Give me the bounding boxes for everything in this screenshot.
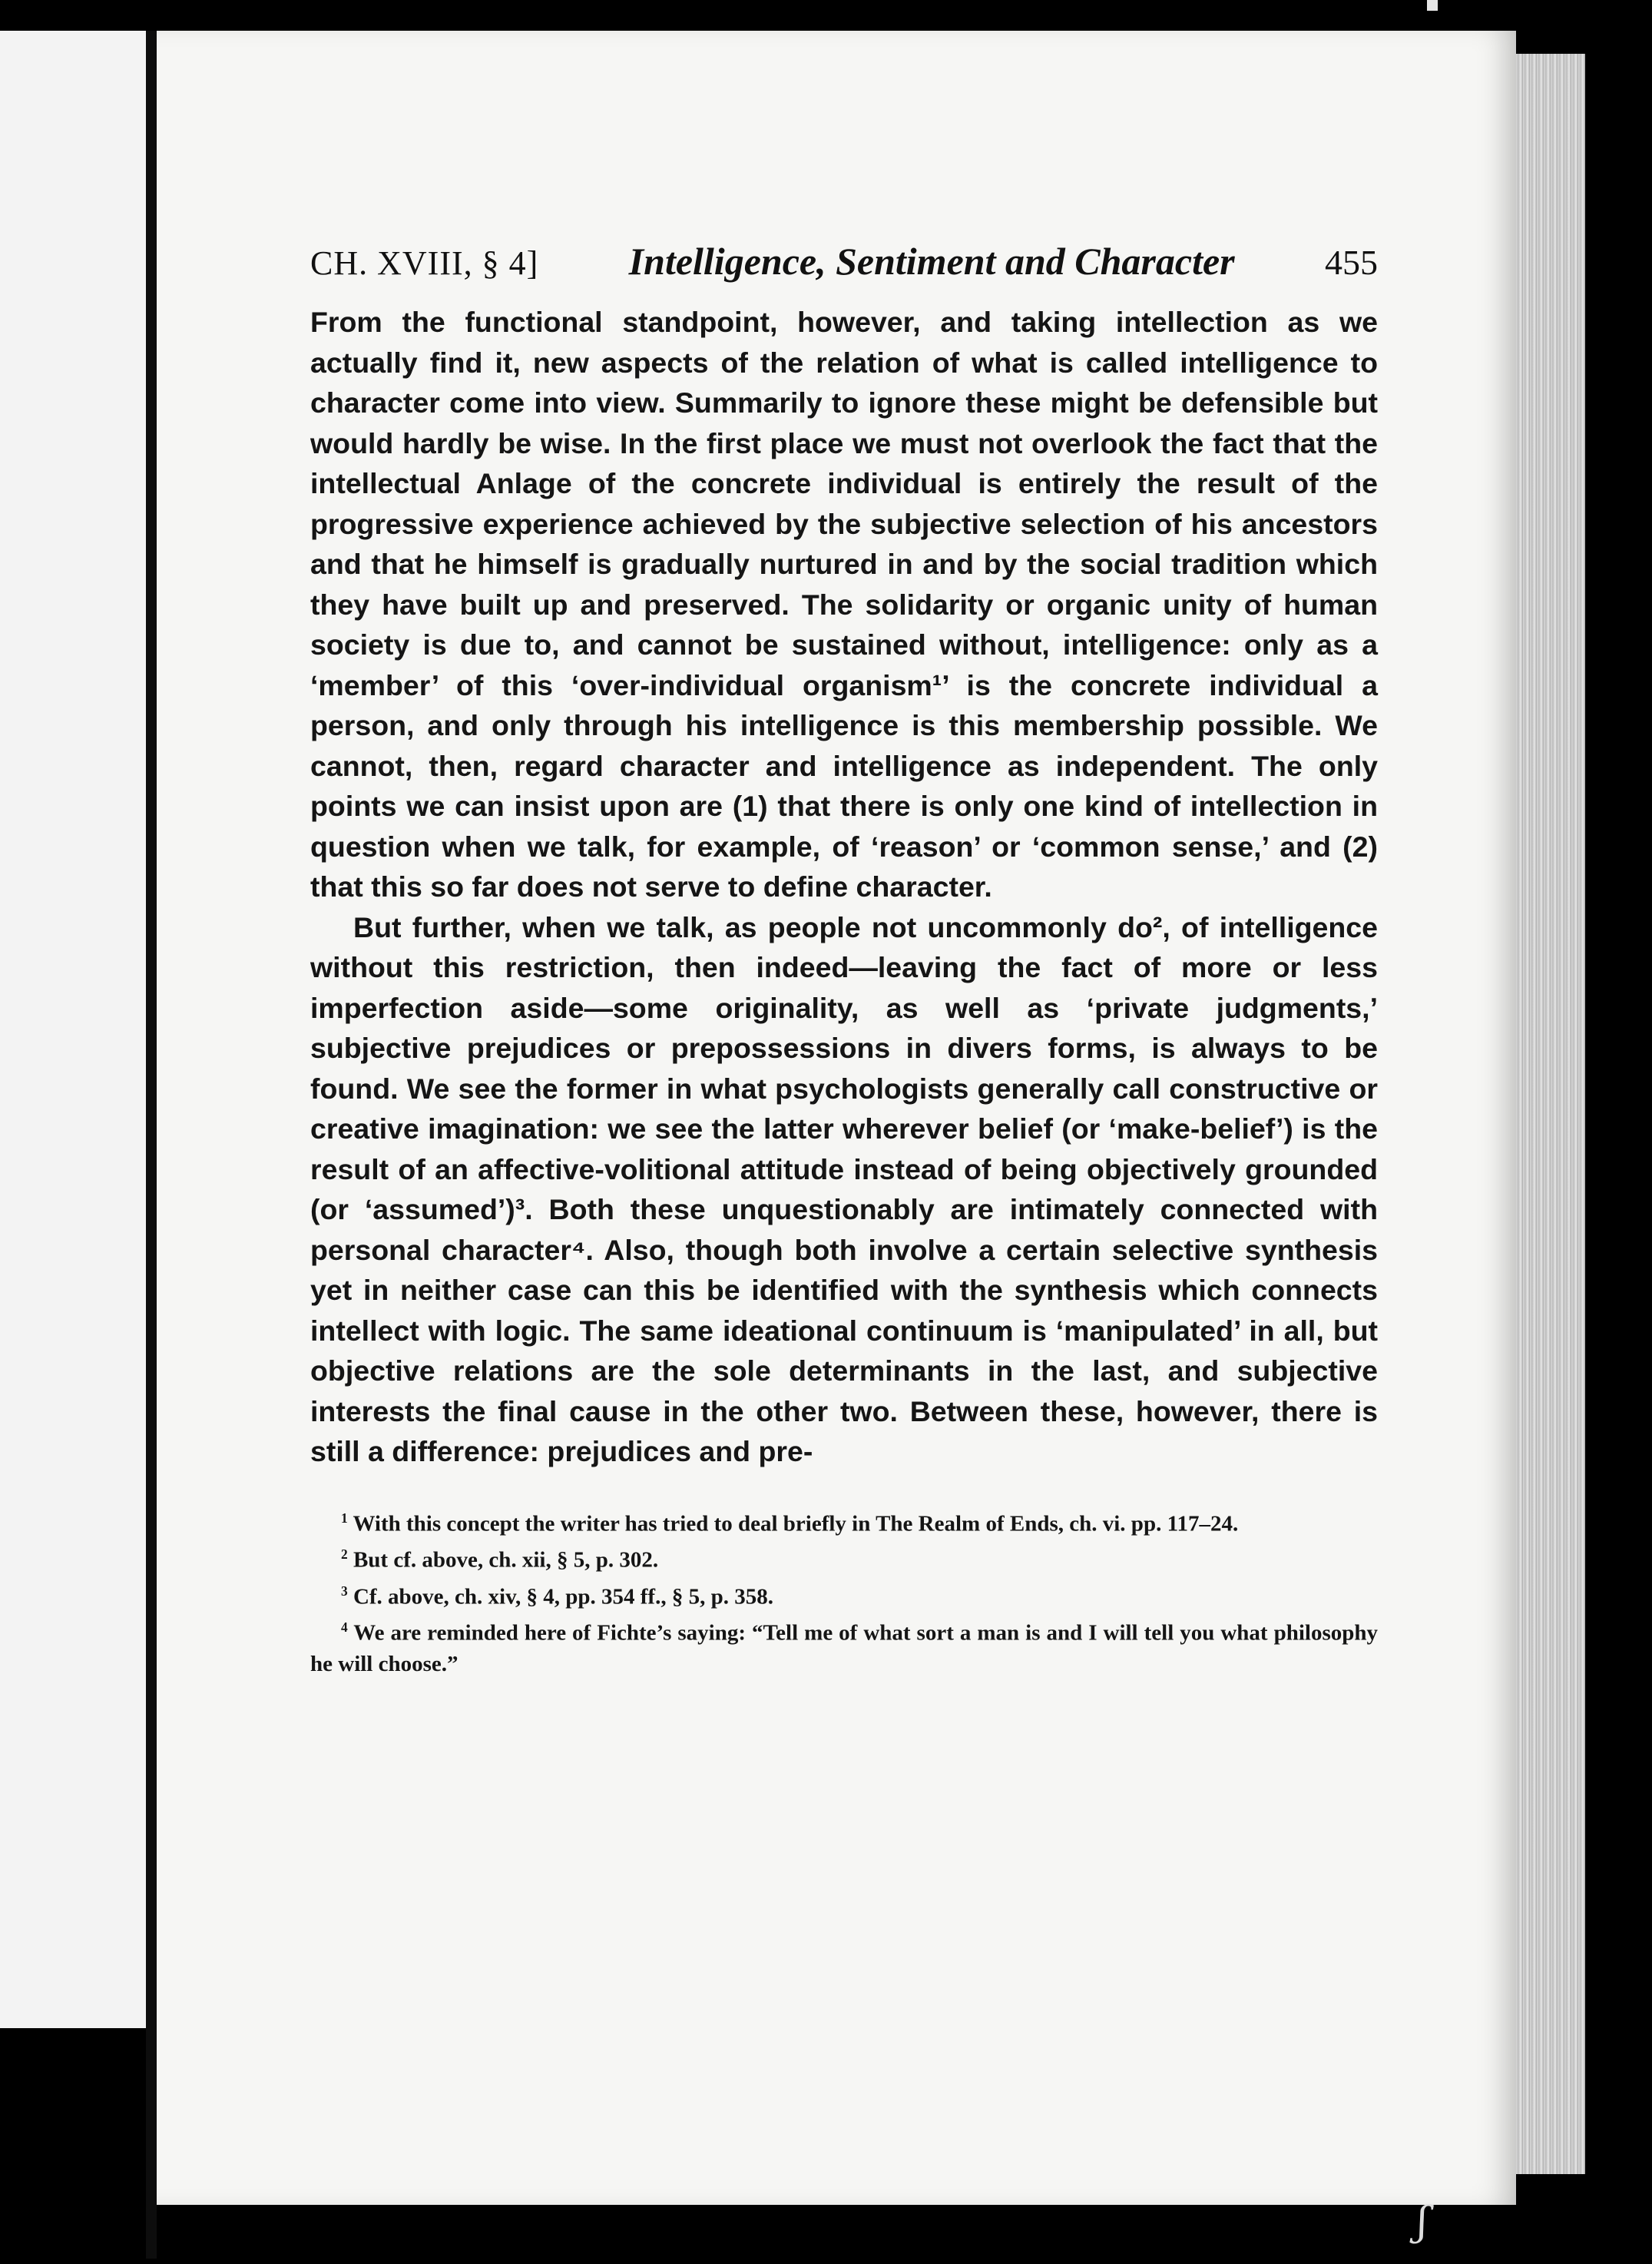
footnote-text: We are reminded here of Fichte’s saying: “Tell me of what sort a man is and I will tell you what philosophy he will choose.” — [310, 1621, 1379, 1677]
footnote-marker: 1 — [341, 1510, 348, 1526]
footnote-text: Cf. above, ch. xiv, § 4, pp. 354 ff., § 5, p. 358. — [353, 1584, 773, 1609]
chapter-reference: CH. XVIII, § 4] — [310, 244, 539, 282]
footnote-2 — [310, 1539, 1378, 1576]
corner-mark: ʃ — [1417, 2199, 1429, 2245]
top-scan-mark — [1427, 0, 1438, 11]
adjacent-page-edge — [0, 31, 147, 2028]
book-page — [157, 31, 1516, 2205]
footnote-text: With this concept the writer has tried to deal briefly in The Realm of Ends, ch. vi. pp. 117–24. — [353, 1511, 1239, 1536]
page-stack-edge — [1516, 54, 1585, 2174]
footnote-text: But cf. above, ch. xii, § 5, p. 302. — [353, 1547, 659, 1573]
footnotes — [310, 1503, 1378, 1680]
footnote-3 — [310, 1576, 1378, 1613]
body-paragraph-2: But further, when we talk, as people not uncommonly do², of intelligence without this restriction, then indeed—leaving the fact of more or less imperfection aside—some originality, as well as ‘private judgments,’ subjective prejudices or prepossessions in divers forms, is always to be found. We see the former in what psychologists generally call constructive or creative imagination: we see the latter wherever belief (or ‘make-belief’) is the result of an affective-volitional attitude instead of being objectively grounded (or ‘assumed’)³. Both these unquestionably are intimately connected with personal character⁴. Also, though both involve a certain selective synthesis yet in neither case can this be identified with the synthesis which connects intellect with logic. The same ideational continuum is ‘manipulated’ in all, but objective relations are the sole determinants in the last, and subjective interests the final cause in the other two. Between these, however, there is still a difference: prejudices and pre- — [310, 910, 1378, 1467]
book-gutter — [146, 31, 157, 2259]
page-content — [310, 238, 1378, 1679]
body-paragraph-1: From the functional standpoint, however, and taking intellection as we actually find it, new aspects of the relation of what is called intelligence to character come into view. Summarily to ignore these might be defensible but would hardly be wise. In the first place we must not overlook the fact that the intellectual Anlage of the concrete individual is entirely the result of the progressive experience achieved by the subjective selection of his ancestors and that he himself is gradually nurtured in and by the social tradition which they have built up and preserved. The solidarity or organic unity of human society is due to, and cannot be sustained without, intelligence: only as a ‘member’ of this ‘over-individual organism¹’ is the concrete individual a person, and only through his intelligence is this membership possible. We cannot, then, regard character and intelligence as independent. The only points we can insist upon are (1) that there is only one kind of intellection in question when we talk, for example, of ‘reason’ or ‘common sense,’ and (2) that this so far does not serve to define character. — [310, 306, 1378, 903]
footnote-marker: 4 — [341, 1619, 348, 1636]
footnote-1 — [310, 1503, 1378, 1540]
running-head — [310, 238, 1378, 287]
footnote-marker: 2 — [341, 1546, 348, 1563]
footnote-4 — [310, 1612, 1378, 1679]
footnote-marker: 3 — [341, 1583, 348, 1599]
running-title: Intelligence, Sentiment and Character — [628, 240, 1235, 283]
page-number: 455 — [1325, 243, 1378, 282]
